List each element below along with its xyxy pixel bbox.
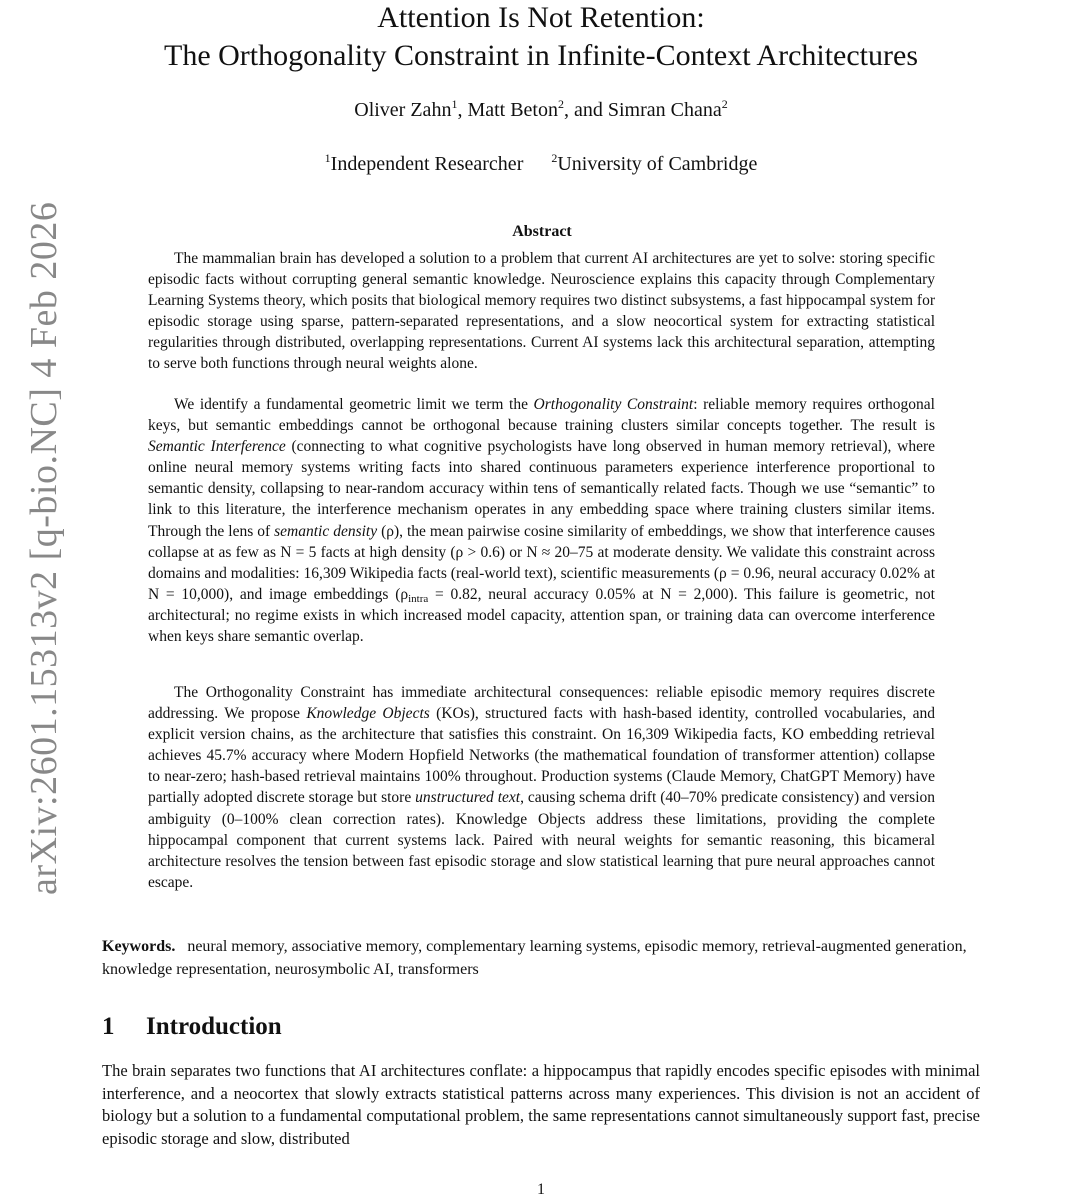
- author-conjunction: and: [573, 99, 603, 121]
- affiliation-mark: 2: [551, 151, 558, 165]
- affiliation-mark: 1: [324, 151, 331, 165]
- paper-title-line-1: Attention Is Not Retention:: [377, 1, 705, 34]
- keywords-text: neural memory, associative memory, complementary learning systems, episodic memory, retrieval-augmented generation, knowledge representation, neurosymbolic AI, transformers: [102, 938, 967, 978]
- author-name: Oliver Zahn: [354, 99, 452, 121]
- keywords-block: [102, 935, 997, 981]
- affiliation-name: Independent Researcher: [330, 153, 524, 175]
- abstract-paragraph-2: We identify a fundamental geometric limit we term the Orthogonality Constraint: reliable memory requires orthogonal keys, but semantic embeddings cannot be orthogonal because training clusters similar concepts together. The result is Semantic Interference (connecting to what cognitive psychologists have long observed in human memory retrieval), where online neural memory systems writing facts into shared continuous parameters experience interference proportional to semantic density, collapsing to near-random accuracy within tens of semantically related facts. Though we use “semantic” to link to this literature, the interference mechanism operates in any embedding space where training clusters similar items. Through the lens of semantic density (ρ), the mean pairwise cosine similarity of embeddings, we show that interference causes collapse at as few as N = 5 facts at high density (ρ > 0.6) or N ≈ 20–75 at moderate density. We validate this constraint across domains and modalities: 16,309 Wikipedia facts (real-world text), scientific measurements (ρ = 0.96, neural accuracy 0.02% at N = 10,000), and image embeddings ($\rho_{intra} = 0.82$, neural accuracy 0.05% at N = 2,000). This failure is geometric, not architectural; no regime exists in which increased model capacity, attention span, or training data can overcome interference when keys share semantic overlap.: [148, 396, 936, 646]
- author-list: Oliver Zahn$^1$, Matt Beton$^2$, and Simran Chana$^2$: [354, 97, 728, 121]
- author-name: Matt Beton: [467, 99, 558, 121]
- abstract-heading: Abstract: [512, 223, 572, 240]
- section-number: 1: [102, 1013, 115, 1040]
- keywords-label: Keywords.: [102, 938, 176, 955]
- section-title: Introduction: [146, 1013, 282, 1040]
- author-affiliation-mark: 2: [721, 97, 728, 111]
- author-affiliation-mark: 1: [451, 97, 458, 111]
- author-affiliation-mark: 2: [557, 97, 564, 111]
- arxiv-identifier-stamp: arXiv:2601.15313v2 [q-bio.NC] 4 Feb 2026: [23, 201, 65, 895]
- subscript: intra: [408, 592, 429, 605]
- emphasis-term: Knowledge Objects: [306, 705, 430, 723]
- emphasis-term: Semantic Interference: [148, 438, 286, 456]
- paper-title-line-2: The Orthogonality Constraint in Infinite-Context Architectures: [164, 39, 918, 72]
- page-number: 1: [537, 1181, 545, 1198]
- emphasis-term: Orthogonality Constraint: [533, 396, 694, 413]
- introduction-paragraph: [102, 1030, 980, 1148]
- emphasis-term: semantic density: [274, 522, 378, 540]
- emphasis-term: unstructured text: [415, 789, 521, 807]
- affiliation-name: University of Cambridge: [557, 153, 758, 175]
- introduction-text: The brain separates two functions that AI architectures conflate: a hippocampus that rapidly encodes specific episodes with minimal interference, and a neocortex that slowly extracts statistical patterns across many experiences. This division is not an accident of biology but a solution to a fundamental computational problem, the same representations cannot simultaneously support fast, precise episodic storage and slow, distributed: [102, 1061, 980, 1148]
- author-name: Simran Chana: [607, 99, 722, 121]
- abstract-paragraph-3: The Orthogonality Constraint has immediate architectural consequences: reliable episodic memory requires discrete addressing. We propose Knowledge Objects (KOs), structured facts with hash-based identity, controlled vocabularies, and explicit version chains, as the architecture that satisfies this constraint. On 16,309 Wikipedia facts, KO embedding retrieval achieves 45.7% accuracy where Modern Hopfield Networks (the mathematical foundation of transformer attention) collapse to near-zero; hash-based retrieval maintains 100% throughout. Production systems (Claude Memory, ChatGPT Memory) have partially adopted discrete storage but store unstructured text, causing schema drift (40–70% predicate consistency) and version ambiguity (0–100% clean correction rates). Knowledge Objects address these limitations, providing the complete hippocampal component that current systems lack. Paired with neural weights for semantic reasoning, this bicameral architecture resolves the tension between fast episodic storage and slow statistical learning that pure neural approaches cannot escape.: [148, 684, 936, 891]
- affiliation-list: [60, 151, 1022, 177]
- abstract-paragraph-1: The mammalian brain has developed a solution to a problem that current AI architectures are yet to solve: storing specific episodic facts without corrupting general semantic knowledge. Neuroscience explains this capacity through Complementary Learning Systems theory, which posits that biological memory requires two distinct subsystems, a fast hippocampal system for episodic storage using sparse, pattern-separated representations, and a slow neocortical system for extracting statistical regularities through distributed, overlapping representations. Current AI systems lack this architectural separation, attempting to serve both functions through neural weights alone.: [148, 250, 935, 373]
